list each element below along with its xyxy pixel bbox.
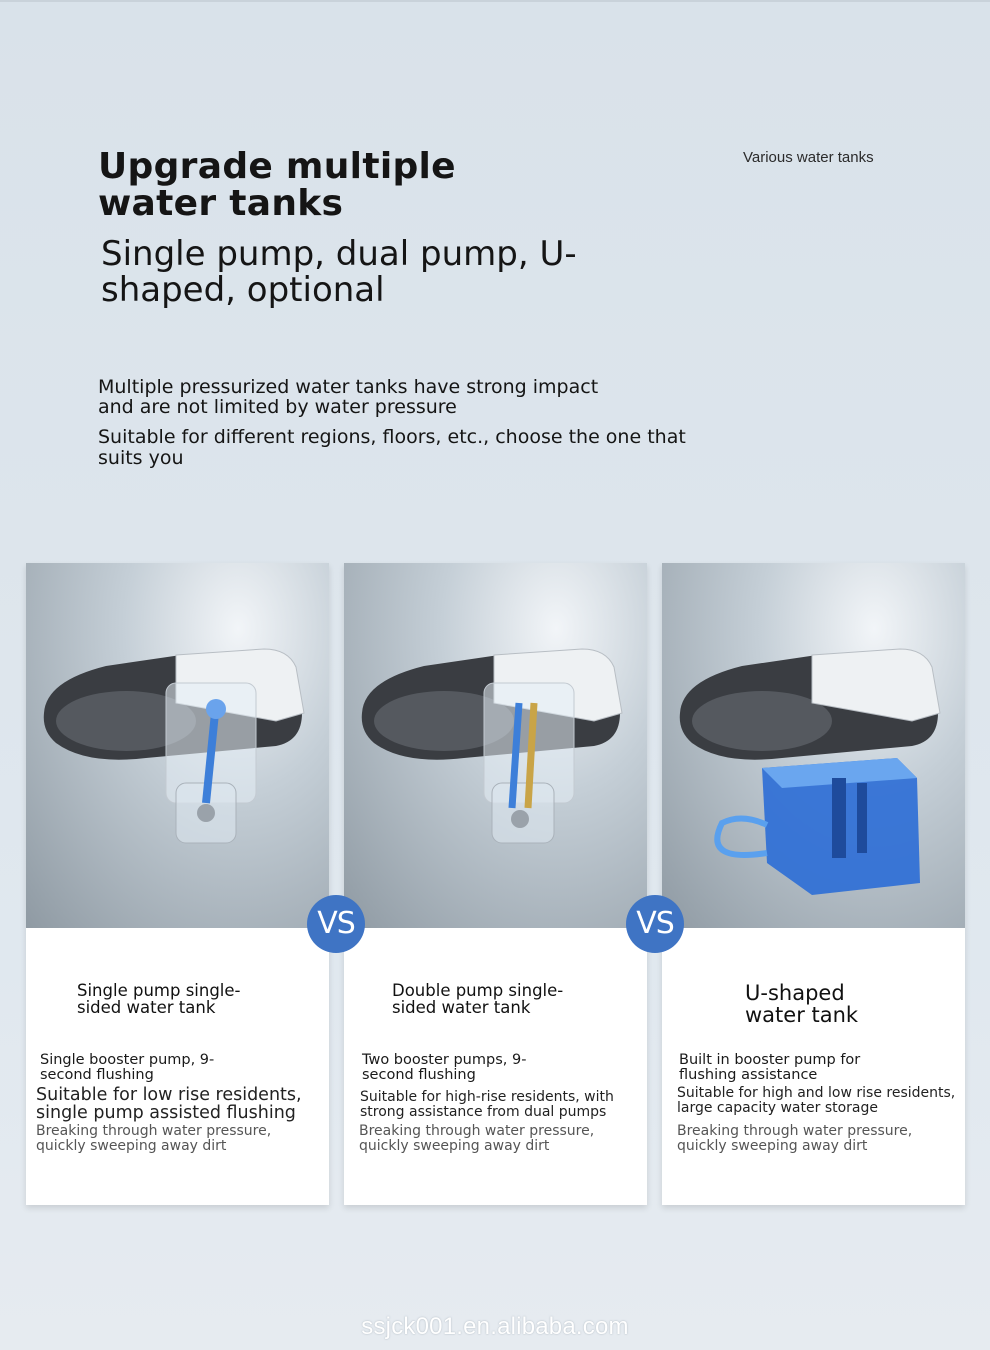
product-card-single-pump — [26, 563, 329, 1205]
product-card-dual-pump — [344, 563, 647, 1205]
card-feature: Single booster pump, 9-second flushing — [40, 1052, 215, 1083]
product-card-u-shaped — [662, 563, 965, 1205]
card-suitability: Suitable for low rise residents, single pump assisted flushing — [36, 1085, 302, 1123]
section-tag: Various water tanks — [743, 149, 874, 166]
card-feature: Two booster pumps, 9-second flushing — [362, 1052, 527, 1083]
description-2: Suitable for different regions, floors, etc., choose the one that suits you — [98, 426, 686, 469]
single-pump-tank-image — [26, 563, 329, 928]
card-benefit: Breaking through water pressure, quickly sweeping away dirt — [36, 1123, 272, 1154]
page-title: Upgrade multiple water tanks — [98, 146, 456, 224]
card-title: Double pump single-sided water tank — [392, 981, 564, 1017]
card-title: U-shaped water tank — [745, 981, 859, 1027]
dual-pump-tank-image — [344, 563, 647, 928]
card-suitability: Suitable for high and low rise residents, large capacity water storage — [677, 1085, 956, 1116]
card-benefit: Breaking through water pressure, quickly sweeping away dirt — [677, 1123, 913, 1154]
watermark: ssjck001.en.alibaba.com — [361, 1313, 629, 1340]
u-shaped-tank-image — [662, 563, 965, 928]
vs-badge: VS — [626, 895, 684, 953]
page-subtitle: Single pump, dual pump, U-shaped, optional — [101, 234, 577, 310]
card-title: Single pump single-sided water tank — [77, 981, 241, 1017]
top-divider — [0, 0, 990, 2]
description-1: Multiple pressurized water tanks have strong impact and are not limited by water pressure — [98, 376, 599, 418]
vs-badge: VS — [307, 895, 365, 953]
card-benefit: Breaking through water pressure, quickly sweeping away dirt — [359, 1123, 595, 1154]
card-feature: Built in booster pump for flushing assistance — [679, 1052, 861, 1083]
card-suitability: Suitable for high-rise residents, with strong assistance from dual pumps — [360, 1089, 614, 1120]
